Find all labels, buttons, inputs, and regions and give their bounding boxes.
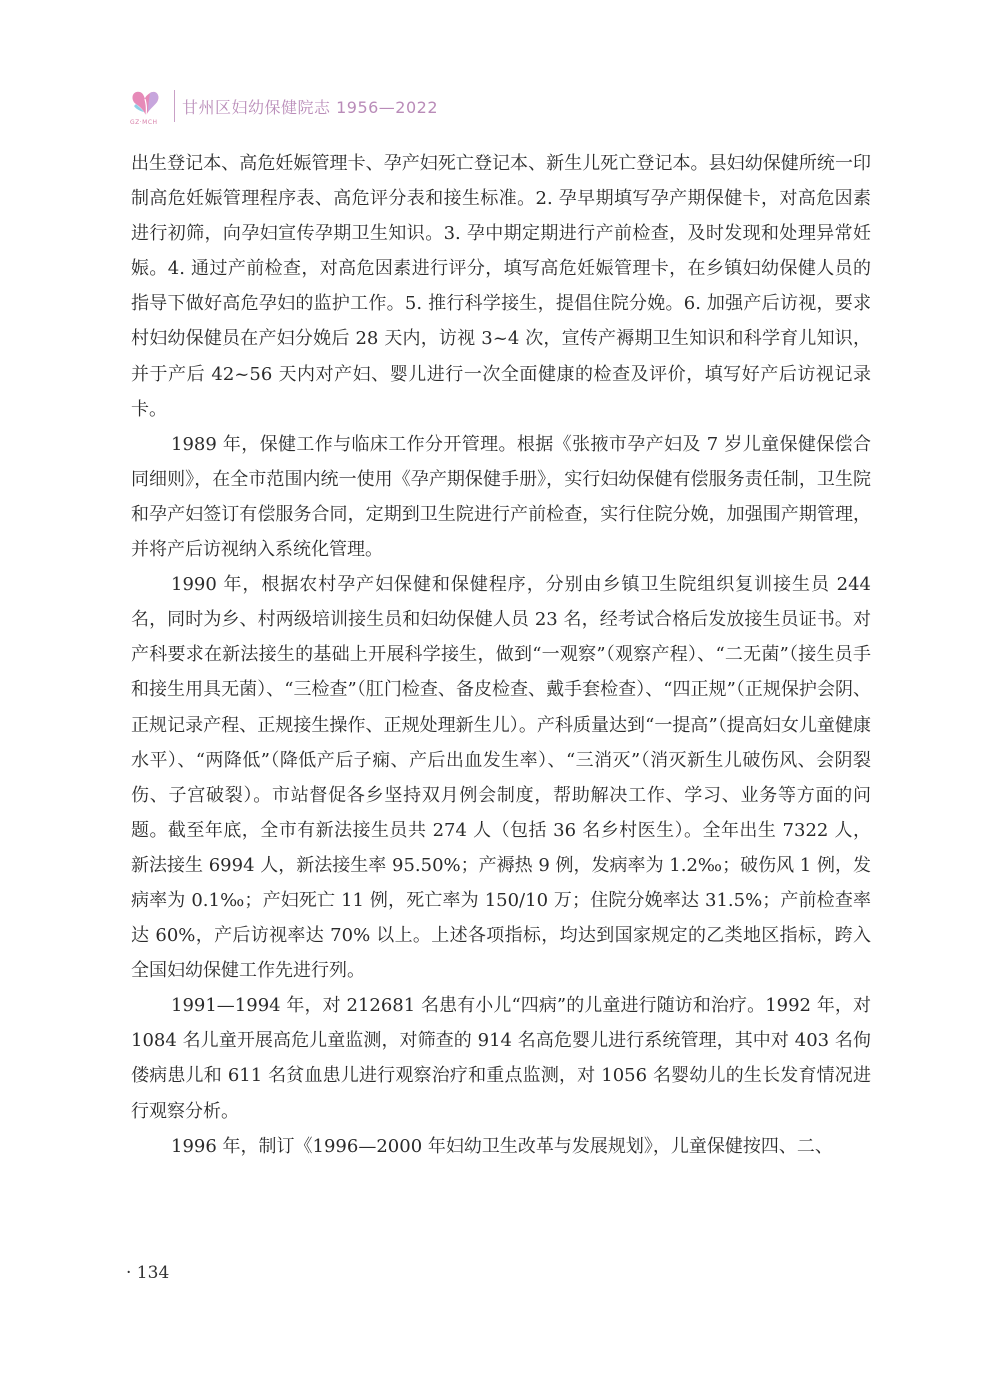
paragraph-4: 1991—1994 年，对 212681 名患有小儿“四病”的儿童进行随访和治疗。1992 年，对 1084 名儿童开展高危儿童监测，对筛查的 914 名高危婴儿进行系统管理，其中对 403 名佝偻病患儿和 611 名贫血患儿进行观察治疗和重点监测，对 1056 名婴幼儿的生长发育情况进行观察分析。 — [131, 995, 871, 1122]
paragraph-5: 1996 年，制订《1996—2000 年妇幼卫生改革与发展规划》，儿童保健按四、二、 — [171, 1135, 833, 1157]
page-number: · 134 — [126, 1263, 170, 1283]
running-header — [128, 86, 438, 126]
logo-text: GZ·MCH — [130, 119, 158, 126]
header-divider — [174, 90, 175, 122]
page-body — [131, 146, 871, 1164]
paragraph-1: 出生登记本、高危妊娠管理卡、孕产妇死亡登记本、新生儿死亡登记本。县妇幼保健所统一印制高危妊娠管理程序表、高危评分表和接生标准。2. 孕早期填写孕产期保健卡，对高危因素进行初筛，向孕妇宣传孕期卫生知识。3. 孕中期定期进行产前检查，及时发现和处理异常妊娠。4. 通过产前检查，对高危因素进行评分，填写高危妊娠管理卡，在乡镇妇幼保健人员的指导下做好高危孕妇的监护工作。5. 推行科学接生，提倡住院分娩。6. 加强产后访视，要求村妇幼保健员在产妇分娩后 28 天内，访视 3~4 次，宣传产褥期卫生知识和科学育儿知识，并于产后 42~56 天内对产妇、婴儿进行一次全面健康的检查及评价，填写好产后访视记录卡。 — [131, 153, 871, 420]
paragraph-3: 1990 年，根据农村孕产妇保健和保健程序，分别由乡镇卫生院组织复训接生员 244 名，同时为乡、村两级培训接生员和妇幼保健人员 23 名，经考试合格后发放接生员证书。对产科要求在新法接生的基础上开展科学接生，做到“一观察”（观察产程）、“二无菌”（接生员手和接生用具无菌）、“三检查”（肛门检查、备皮检查、戴手套检查）、“四正规”（正规保护会阴、正规记录产程、正规接生操作、正规处理新生儿）。产科质量达到“一提高”（提高妇女儿童健康水平）、“两降低”（降低产后子痫、产后出血发生率）、“三消灭”（消灭新生儿破伤风、会阴裂伤、子宫破裂）。市站督促各乡坚持双月例会制度，帮助解决工作、学习、业务等方面的问题。截至年底，全市有新法接生员共 274 人（包括 36 名乡村医生）。全年出生 7322 人，新法接生 6994 人，新法接生率 95.50%；产褥热 9 例，发病率为 1.2‰；破伤风 1 例，发病率为 0.1‰；产妇死亡 11 例，死亡率为 150/10 万；住院分娩率达 31.5%；产前检查率达 60%，产后访视率达 70% 以上。上述各项指标，均达到国家规定的乙类地区指标，跨入全国妇幼保健工作先进行列。 — [131, 574, 871, 982]
book-title: 甘州区妇幼保健院志 1956—2022 — [182, 97, 439, 117]
hospital-logo — [128, 86, 166, 126]
paragraph-2: 1989 年，保健工作与临床工作分开管理。根据《张掖市孕产妇及 7 岁儿童保健保偿合同细则》，在全市范围内统一使用《孕产期保健手册》，实行妇幼保健有偿服务责任制，卫生院和孕产妇签订有偿服务合同，定期到卫生院进行产前检查，实行住院分娩，加强围产期管理，并将产后访视纳入系统化管理。 — [131, 433, 871, 561]
